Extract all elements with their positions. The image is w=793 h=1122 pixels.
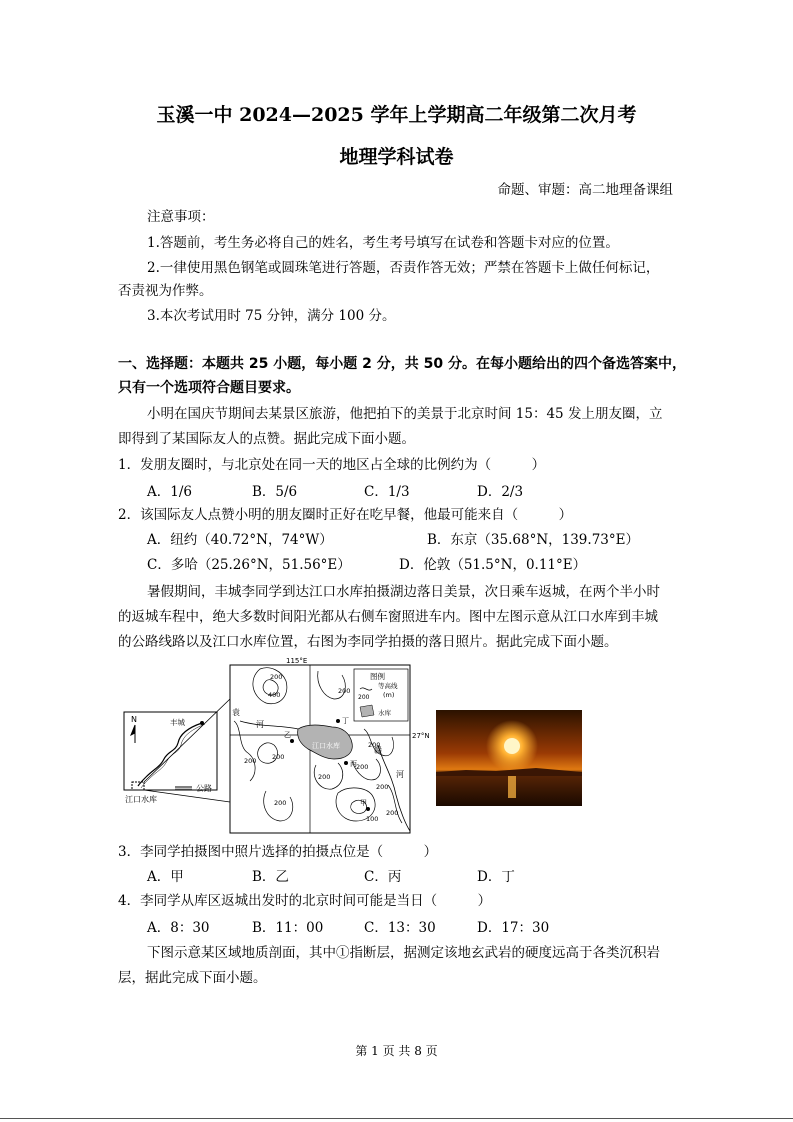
legend-contour-value: 200 xyxy=(358,694,370,701)
q1-option-c: C．1/3 xyxy=(364,484,410,500)
latitude-label: 27°N xyxy=(412,732,430,740)
point-ding xyxy=(336,719,340,723)
road-legend-label: 公路 xyxy=(196,784,212,793)
passage-2-line-1: 暑假期间，丰城李同学到达江口水库拍摄湖边落日美景，次日乘车返城，在两个半小时 xyxy=(147,584,660,600)
point-bing-label: 丙 xyxy=(350,760,357,768)
page-bottom-rule xyxy=(0,1118,793,1119)
point-yi xyxy=(290,739,294,743)
question-4-stem: 4．李同学从库区返城出发时的北京时间可能是当日（ ） xyxy=(118,893,492,909)
longitude-label: 115°E xyxy=(286,657,308,665)
q2-option-c: C．多哈（25.26°N，51.56°E） xyxy=(147,557,351,573)
jiangkou-label: 江口水库 xyxy=(125,795,157,804)
north-arrow-icon xyxy=(131,725,135,743)
point-jia-label: 甲 xyxy=(360,799,367,807)
passage-2-line-2: 的返城车程中，绝大多数时间阳光都从右侧车窗照进车内。图中左图示意从江口水库到丰城 xyxy=(118,609,658,625)
question-1-stem: 1．发朋友圈时，与北京处在同一天的地区占全球的比例约为（ ） xyxy=(118,457,546,473)
page-title: 玉溪一中 2024—2025 学年上学期高二年级第二次月考 xyxy=(156,104,637,126)
north-label: N xyxy=(131,715,137,724)
svg-text:200: 200 xyxy=(274,799,287,807)
legend-water-label: 水库 xyxy=(378,709,391,717)
q1-option-d: D．2/3 xyxy=(477,484,524,500)
road-route-line-edge xyxy=(141,724,205,788)
svg-text:200: 200 xyxy=(368,741,381,749)
q2-option-b: B．东京（35.68°N，139.73°E） xyxy=(427,532,639,548)
q3-option-c: C．丙 xyxy=(364,869,402,885)
svg-text:200: 200 xyxy=(338,687,351,695)
q4-option-a: A．8：30 xyxy=(147,920,210,936)
river-label-he1: 河 xyxy=(256,720,264,729)
notice-heading: 注意事项： xyxy=(147,209,215,225)
point-jia xyxy=(366,807,370,811)
sun-disk xyxy=(504,738,520,754)
sunset-photo xyxy=(436,710,582,806)
q3-option-b: B．乙 xyxy=(252,869,289,885)
notice-item-2-cont: 否责视为作弊。 xyxy=(118,283,213,299)
passage-3-line-1: 下图示意某区域地质剖面，其中①指断层，据测定该地玄武岩的硬度远高于各类沉积岩 xyxy=(147,945,660,961)
svg-text:200: 200 xyxy=(270,673,283,681)
point-yi-label: 乙 xyxy=(284,731,291,739)
passage-1-line-1: 小明在国庆节期间去某景区旅游，他把拍下的美景于北京时间 15：45 发上朋友圈，立 xyxy=(147,406,663,422)
author-line: 命题、审题：高二地理备课组 xyxy=(497,182,673,198)
q2-option-a: A．纽约（40.72°N，74°W） xyxy=(147,532,333,548)
svg-text:200: 200 xyxy=(386,809,399,817)
legend-contour-unit: (m) xyxy=(383,691,395,699)
reservoir-label: 江口水库 xyxy=(312,742,340,750)
point-bing xyxy=(344,761,348,765)
passage-3-line-2: 层，据此完成下面小题。 xyxy=(118,970,267,986)
svg-text:200: 200 xyxy=(376,783,389,791)
legend-title: 图例 xyxy=(370,672,385,681)
svg-text:200: 200 xyxy=(272,753,285,761)
svg-text:400: 400 xyxy=(268,691,281,699)
q1-option-b: B．5/6 xyxy=(252,484,298,500)
fengcheng-label: 丰城 xyxy=(170,718,185,727)
river-label-gan: 赣 xyxy=(374,746,382,755)
q3-option-d: D．丁 xyxy=(477,869,515,885)
svg-text:200: 200 xyxy=(356,763,369,771)
road-route-line xyxy=(138,723,202,786)
svg-text:100: 100 xyxy=(366,815,379,823)
reservoir-map-figure xyxy=(120,655,440,837)
section-heading: 一、选择题：本题共 25 小题，每小题 2 分，共 50 分。在每小题给出的四个备选答案中， xyxy=(118,356,686,372)
q3-option-a: A．甲 xyxy=(147,869,184,885)
svg-text:200: 200 xyxy=(244,757,257,765)
q1-option-a: A．1/6 xyxy=(147,484,192,500)
river-label-he2: 河 xyxy=(396,770,404,779)
notice-item-1: 1.答题前，考生务必将自己的姓名，考生考号填写在试卷和答题卡对应的位置。 xyxy=(147,235,619,251)
svg-text:200: 200 xyxy=(318,773,331,781)
page-subtitle: 地理学科试卷 xyxy=(339,146,454,168)
q4-option-b: B．11：00 xyxy=(252,920,324,936)
notice-item-3: 3.本次考试用时 75 分钟，满分 100 分。 xyxy=(147,308,396,324)
q4-option-c: C．13：30 xyxy=(364,920,436,936)
question-2-stem: 2．该国际友人点赞小明的朋友圈时正好在吃早餐，他最可能来自（ ） xyxy=(118,507,573,523)
notice-item-2: 2.一律使用黑色钢笔或圆珠笔进行答题，否责作答无效；严禁在答题卡上做任何标记， xyxy=(147,260,660,276)
legend-contour-label: 等高线 xyxy=(378,682,398,690)
question-3-stem: 3．李同学拍摄图中照片选择的拍摄点位是（ ） xyxy=(118,844,438,860)
point-ding-label: 丁 xyxy=(342,717,349,725)
passage-1-line-2: 即得到了某国际友人的点赞。据此完成下面小题。 xyxy=(118,431,415,447)
page-footer: 第 1 页 共 8 页 xyxy=(355,1044,438,1058)
sun-reflection xyxy=(508,776,516,798)
legend-water-symbol xyxy=(360,705,374,717)
q2-option-d: D．伦敦（51.5°N，0.11°E） xyxy=(399,557,587,573)
passage-2-line-3: 的公路线路以及江口水库位置，右图为李同学拍摄的落日照片。据此完成下面小题。 xyxy=(118,634,618,650)
section-heading-cont: 只有一个选项符合题目要求。 xyxy=(118,380,300,396)
river-label-yuan: 袁 xyxy=(232,708,240,717)
q4-option-d: D．17：30 xyxy=(477,920,550,936)
